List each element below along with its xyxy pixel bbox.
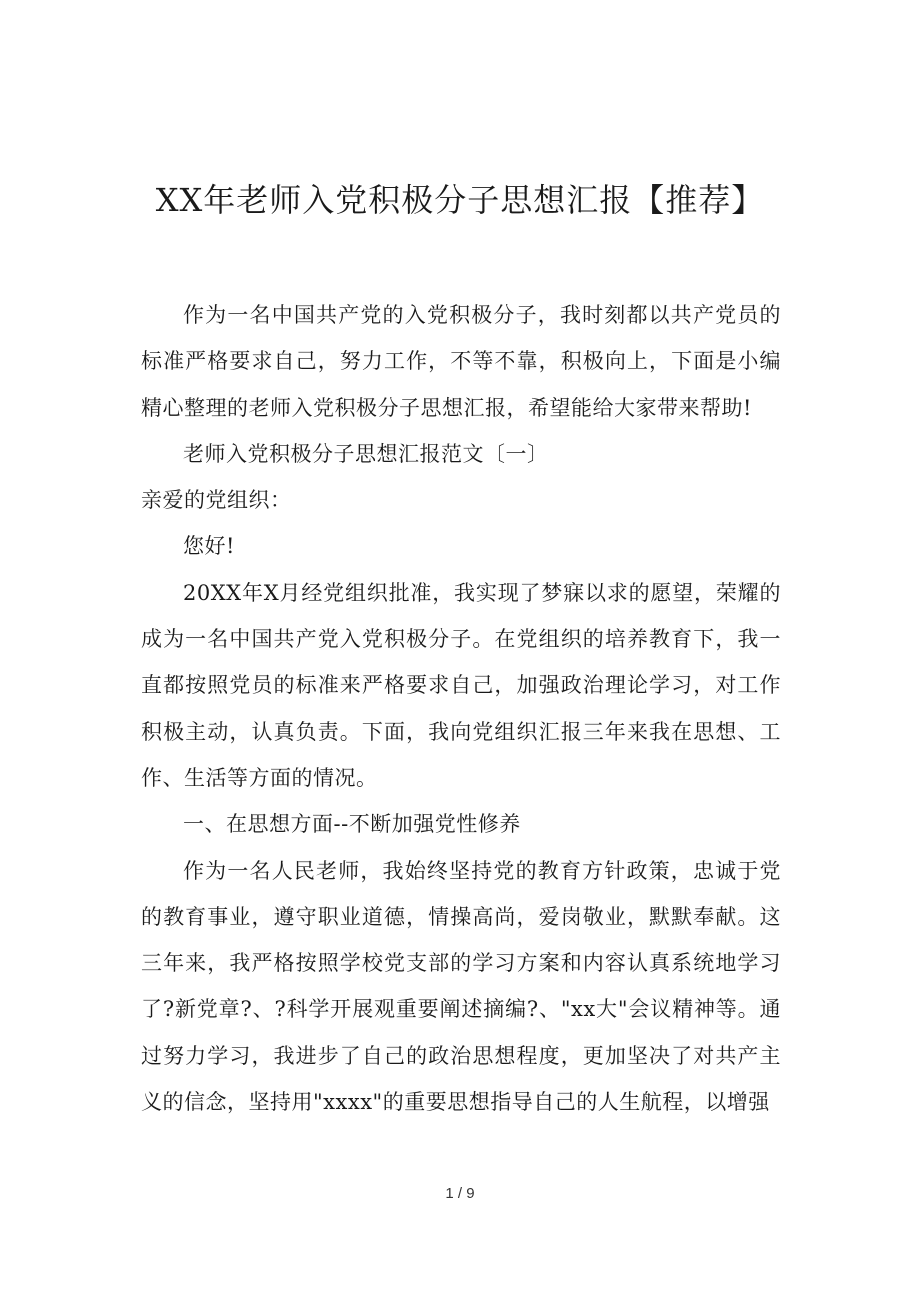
section-heading: 老师入党积极分子思想汇报范文〔一〕 <box>183 441 549 466</box>
body-paragraph: 作为一名人民老师，我始终坚持党的教育方针政策，忠诚于党的教育事业，遵守职业道德，情操高尚，爱岗敬业，默默奉献。这三年来，我严格按照学校党支部的学习方案和内容认真系统地学习了?新党章?、?科学开展观重要阐述摘编?、"xx大"会议精神等。通过努力学习，我进步了自己的政治思想程度，更加坚决了对共产主义的信念，坚持用"xxxx"的重要思想指导自己的人生航程，以增强 <box>141 858 781 1115</box>
page-indicator: 1 / 9 <box>445 1185 475 1202</box>
greeting: 您好! <box>183 534 235 559</box>
document-title: XX年老师入党积极分子思想汇报【推荐】 <box>155 181 765 219</box>
intro-paragraph: 作为一名中国共产党的入党积极分子，我时刻都以共产党员的标准严格要求自己，努力工作，不等不靠，积极向上，下面是小编精心整理的老师入党积极分子思想汇报，希望能给大家带来帮助! <box>141 303 781 420</box>
document-body <box>141 292 781 1125</box>
subsection-heading: 一、在思想方面--不断加强党性修养 <box>183 812 521 837</box>
salutation: 亲爱的党组织： <box>141 488 292 513</box>
body-paragraph: 20XX年X月经党组织批准，我实现了梦寐以求的愿望，荣耀的成为一名中国共产党入党积极分子。在党组织的培养教育下，我一直都按照党员的标准来严格要求自己，加强政治理论学习，对工作积极主动，认真负责。下面，我向党组织汇报三年来我在思想、工作、生活等方面的情况。 <box>141 580 781 790</box>
